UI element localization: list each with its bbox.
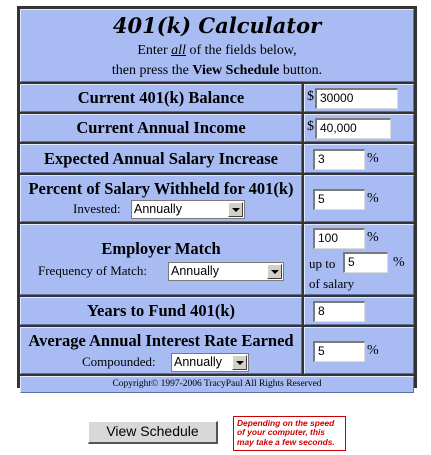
upto-label: up to (309, 256, 336, 271)
income-label: Current Annual Income (76, 118, 246, 137)
employer-match-unit: % (367, 230, 379, 245)
withheld-unit: % (367, 191, 379, 206)
interest-label-cell (20, 327, 302, 374)
header-cell (20, 9, 414, 82)
years-label: Years to Fund 401(k) (86, 301, 236, 320)
salary-increase-label-cell (20, 144, 302, 173)
match-upto-input[interactable]: 5 (343, 252, 388, 273)
salary-increase-input[interactable]: 3 (313, 149, 365, 170)
match-frequency-label: Frequency of Match: (38, 263, 148, 278)
compounded-selected: Annually (174, 355, 222, 369)
withheld-input-cell (304, 175, 414, 222)
years-input[interactable]: 8 (313, 301, 365, 322)
withheld-label: Percent of Salary Withheld for 401(k) (28, 179, 294, 198)
chevron-down-icon[interactable] (267, 264, 282, 279)
withheld-input[interactable]: 5 (313, 189, 365, 210)
years-label-cell (20, 297, 302, 325)
invested-label: Invested: (73, 201, 121, 216)
employer-match-input[interactable]: 100 (313, 228, 365, 249)
employer-match-label: Employer Match (101, 239, 221, 258)
interest-input[interactable]: 5 (313, 341, 365, 362)
speed-notice: Depending on the speed of your computer, this may take a few seconds. (233, 416, 346, 451)
income-input[interactable]: 40,000 (315, 118, 391, 139)
salary-increase-unit: % (367, 151, 379, 166)
compounded-select[interactable] (171, 353, 249, 372)
view-schedule-button[interactable]: View Schedule (88, 421, 218, 444)
balance-currency: $ (307, 89, 314, 104)
match-frequency-selected: Annually (171, 264, 219, 278)
copyright-cell (20, 376, 414, 393)
interest-label: Average Annual Interest Rate Earned (28, 331, 294, 350)
withheld-label-cell (20, 175, 302, 222)
instructions-line-1: Enter all of the fields below, (137, 43, 297, 58)
income-currency: $ (307, 119, 314, 134)
compounded-label: Compounded: (82, 354, 156, 369)
balance-input-cell (304, 84, 414, 112)
chevron-down-icon[interactable] (232, 355, 247, 370)
balance-label: Current 401(k) Balance (77, 88, 245, 107)
balance-label-cell (20, 84, 302, 112)
instructions-line-2: then press the View Schedule button. (111, 63, 323, 78)
invested-select[interactable] (131, 200, 245, 219)
calculator-panel (17, 6, 417, 388)
page-title: 401(k) Calculator (112, 13, 322, 38)
salary-increase-label: Expected Annual Salary Increase (44, 149, 278, 168)
emphasis-all: all (171, 43, 186, 58)
interest-input-cell (304, 327, 414, 374)
income-input-cell (304, 114, 414, 142)
income-label-cell (20, 114, 302, 142)
balance-input[interactable]: 30000 (315, 88, 398, 109)
interest-unit: % (367, 343, 379, 358)
employer-match-label-cell (20, 224, 302, 295)
invested-selected: Annually (134, 202, 182, 216)
match-frequency-select[interactable] (168, 262, 284, 281)
employer-match-input-cell (304, 224, 414, 295)
years-input-cell (304, 297, 414, 325)
match-upto-unit: % (393, 255, 405, 270)
salary-increase-input-cell (304, 144, 414, 173)
chevron-down-icon[interactable] (228, 202, 243, 217)
of-salary-label: of salary (309, 276, 355, 291)
copyright-text: Copyright© 1997-2006 TracyPaul All Rights Reserved (112, 379, 322, 389)
